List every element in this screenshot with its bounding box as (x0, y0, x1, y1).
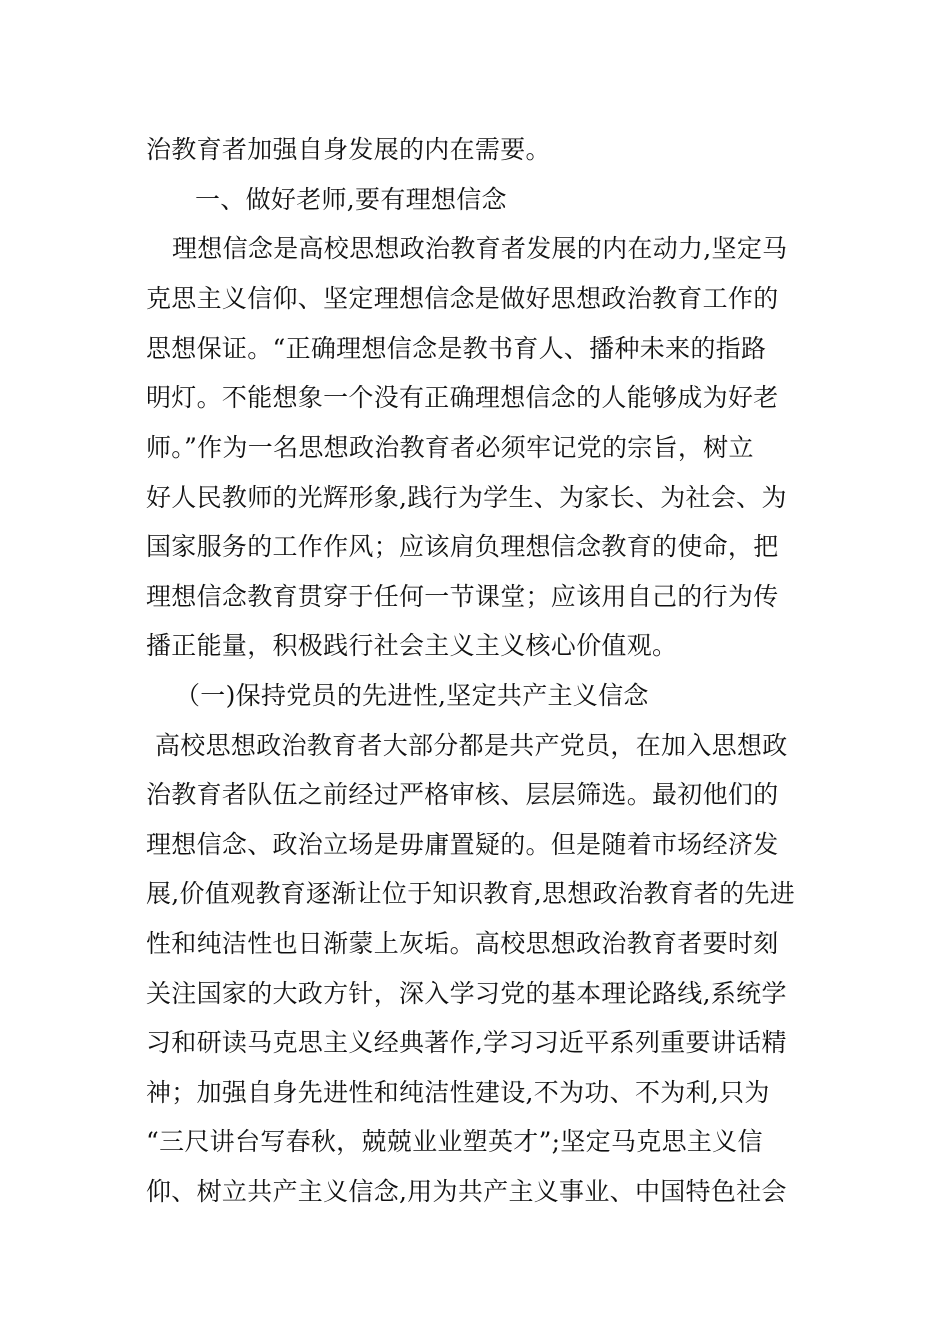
text-line: 理想信念是高校思想政治教育者发展的内在动力,坚定马 (172, 234, 788, 263)
text-line: 关注国家的大政方针，深入学习党的基本理论路线,系统学 (146, 979, 787, 1008)
text-line: 展,价值观教育逐渐让位于知识教育,思想政治教育者的先进 (146, 879, 795, 908)
text-line: 仰、树立共产主义信念,用为共产主义事业、中国特色社会 (146, 1177, 787, 1206)
text-line: 治教育者队伍之前经过严格审核、层层筛选。最初他们的 (146, 780, 779, 809)
text-line: 理想信念教育贯穿于任何一节课堂；应该用自己的行为传 (146, 582, 779, 611)
text-line: 高校思想政治教育者大部分都是共产党员，在加入思想政 (155, 731, 788, 760)
section-heading: 一、做好老师,要有理想信念 (195, 185, 507, 214)
text-line: 明灯。不能想象一个没有正确理想信念的人能够成为好老 (146, 383, 779, 412)
text-line: 师。”作为一名思想政治教育者必须牢记党的宗旨，树立 (146, 433, 754, 462)
text-line: “三尺讲台写春秋，兢兢业业塑英才”;坚定马克思主义信 (146, 1127, 763, 1156)
text-line: 好人民教师的光辉形象,践行为学生、为家长、为社会、为 (146, 483, 787, 512)
text-line: 播正能量，积极践行社会主义主义核心价值观。 (146, 631, 678, 660)
text-line: 治教育者加强自身发展的内在需要。 (146, 135, 551, 164)
text-line: 理想信念、政治立场是毋庸置疑的。但是随着市场经济发 (146, 830, 779, 859)
text-line: 性和纯洁性也日渐蒙上灰垢。高校思想政治教育者要时刻 (146, 929, 779, 958)
text-line: 国家服务的工作作风；应该肩负理想信念教育的使命，把 (146, 532, 779, 561)
text-line: 思想保证。“正确理想信念是教书育人、播种未来的指路 (146, 334, 767, 363)
subsection-heading: （一)保持党员的先进性,坚定共产主义信念 (175, 681, 649, 710)
text-line: 克思主义信仰、坚定理想信念是做好思想政治教育工作的 (146, 284, 779, 313)
text-line: 习和研读马克思主义经典著作,学习习近平系列重要讲话精 (146, 1028, 787, 1057)
text-line: 神；加强自身先进性和纯洁性建设,不为功、不为利,只为 (146, 1078, 770, 1107)
